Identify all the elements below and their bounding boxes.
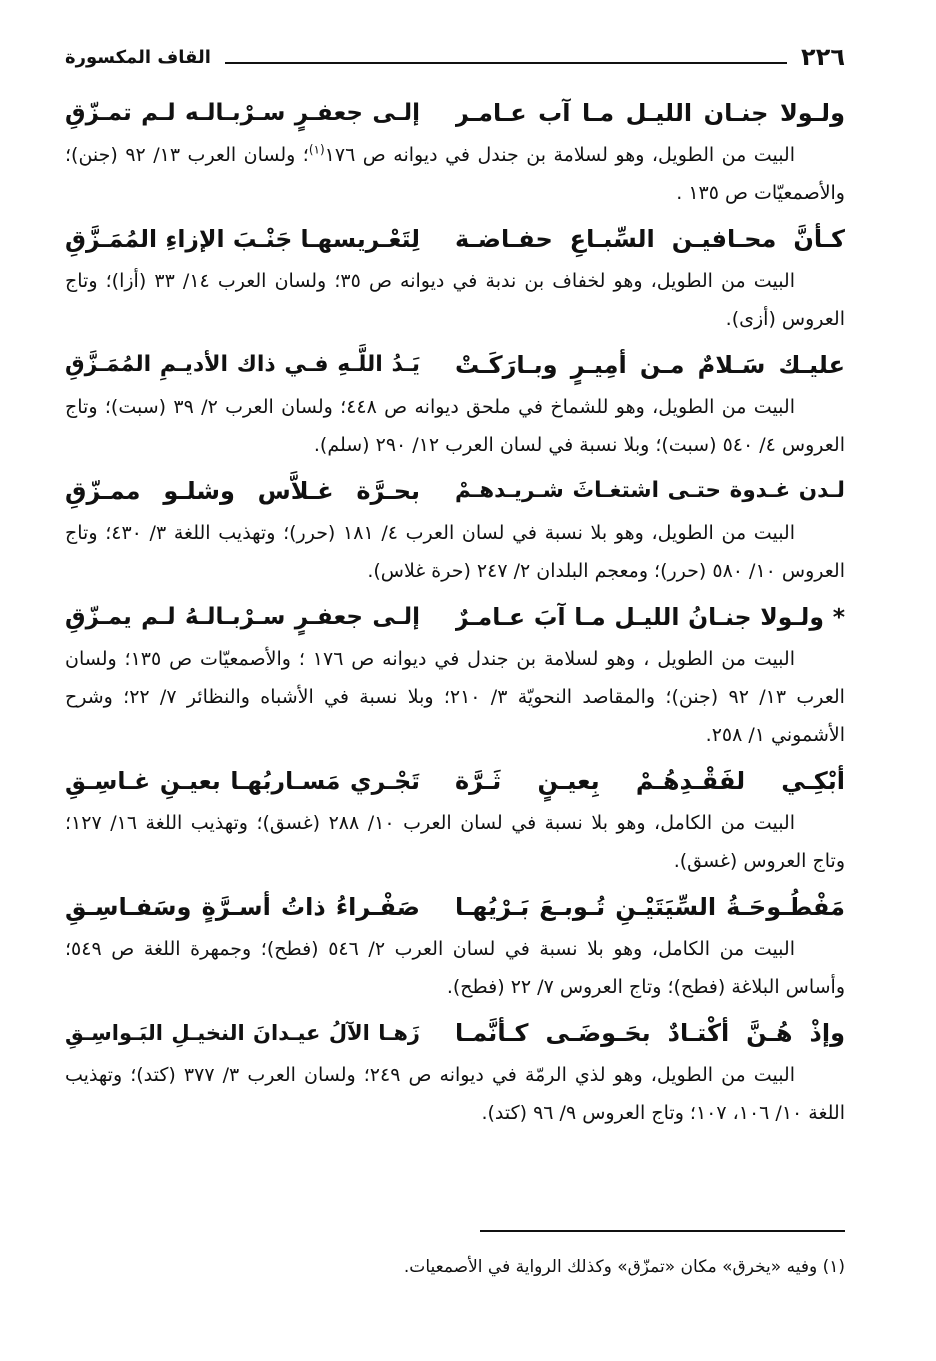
- commentary: البيت من الكامل، وهو بلا نسبة في لسان العرب ٢/ ٥٤٦ (فطح)؛ وجمهرة اللغة ص ٥٤٩؛ وأساس البلاغة (فطح)؛ وتاج العروس ٧/ ٢٢ (فطح).: [65, 938, 845, 998]
- hemistich-first: عليـك سَـلامٌ مـن أمِيـرٍ وبـارَكَـتْ: [455, 351, 845, 379]
- commentary: البيت من الطويل، وهو لذي الرمّة في ديوانه ص ٢٤٩؛ ولسان العرب ٣/ ٣٧٧ (كتد)؛ وتهذيب اللغة ١٠/ ١٠٦، ١٠٧؛ وتاج العروس ٩/ ٩٦ (كتد).: [65, 1064, 845, 1124]
- commentary: البيت من الطويل، وهو لخفاف بن ندبة في ديوانه ص ٣٥؛ ولسان العرب ١٤/ ٣٣ (أزا)؛ وتاج العروس (أزى).: [65, 270, 845, 330]
- verse-line: [65, 884, 845, 930]
- commentary: البيت من الطويل، وهو بلا نسبة في لسان العرب ٤/ ١٨١ (حرر)؛ وتهذيب اللغة ٣/ ٤٣٠؛ وتاج العروس ١٠/ ٥٨٠ (حرر)؛ ومعجم البلدان ٢/ ٢٤٧ (حرة غلاس).: [65, 522, 845, 582]
- verse-line: [65, 342, 845, 388]
- header-rule: [225, 62, 787, 64]
- entry-6: [65, 758, 845, 880]
- hemistich-first: [455, 594, 845, 640]
- page-header: [65, 38, 845, 76]
- footnotes: [65, 1230, 845, 1284]
- verse-line: [65, 594, 845, 640]
- entry-8: [65, 1010, 845, 1132]
- footnote-reference: (١): [308, 142, 325, 157]
- commentary: البيت من الطويل، وهو للشماخ في ملحق ديوانه ص ٤٤٨؛ ولسان العرب ٢/ ٣٩ (سبت)؛ وتاج العروس ٤/ ٥٤٠ (سبت)؛ وبلا نسبة في لسان العرب ١٢/ ٢٩٠ (سلم).: [65, 396, 845, 456]
- hemistich-first: ولـولا جنـان الليـل مـا آب عـامـر: [455, 99, 845, 127]
- hemistich-second: تَجْـري مَسـاربُهـا بعيـنِ غـاسِـقِ: [65, 767, 420, 795]
- commentary-text: البيت من الطويل، وهو لسلامة بن جندل في ديوانه ص ١٧٦: [324, 144, 795, 166]
- hemistich-second: يَـدُ اللَّـهِ فـي ذاك الأديـمِ المُمَـزَّقِ: [65, 352, 420, 377]
- entry-marker: *: [832, 603, 845, 631]
- entry-4: [65, 468, 845, 590]
- commentary: البيت من الكامل، وهو بلا نسبة في لسان العرب ١٠/ ٢٨٨ (غسق)؛ وتهذيب اللغة ١٦/ ١٢٧؛ وتاج العروس (غسق).: [65, 812, 845, 872]
- verse-line: [65, 758, 845, 804]
- verse-line: [65, 90, 845, 136]
- hemistich-text: ولـولا جنـانُ الليـل مـا آبَ عـامـرٌ: [455, 603, 824, 631]
- entry-5: [65, 594, 845, 754]
- entry-1: [65, 90, 845, 212]
- footnote-number: (١): [822, 1257, 845, 1277]
- footnote: [65, 1250, 845, 1284]
- hemistich-second: زَهـا الآلُ عيـدانَ النخيـلِ البَـواسِـقِ: [65, 1021, 420, 1045]
- entry-7: [65, 884, 845, 1006]
- entry-3: [65, 342, 845, 464]
- hemistich-second: إلـى جعفـرٍ سـرْبـالـهُ لـم يمـزّقِ: [65, 604, 420, 630]
- verse-line: [65, 216, 845, 262]
- commentary: البيت من الطويل ، وهو لسلامة بن جندل في ديوانه ص ١٧٦ ؛ والأصمعيّات ص ١٣٥؛ ولسان العرب ١٣/ ٩٢ (جنن)؛ والمقاصد النحويّة ٣/ ٢١٠؛ وبلا نسبة في الأشباه والنظائر ٧/ ٢٢؛ وشرح الأشموني ١/ ٢٥٨.: [65, 648, 845, 746]
- hemistich-second: لِتَعْـريسهـا جَنْـبَ الإزاءِ المُمَـزَّقِ: [65, 225, 420, 253]
- page-number: ٢٢٦: [801, 43, 845, 71]
- hemistich-second: بحـرَّة غـلاَّس وشلـو ممـزّقِ: [65, 477, 420, 505]
- hemistich-first: وإذْ هُـنَّ أكْتـادٌ بحَـوضَـى كـأنَّمـا: [455, 1019, 845, 1047]
- hemistich-first: كـأنَّ محـافيـن السِّبـاعِ حفـاضـة: [455, 225, 845, 253]
- verse-line: [65, 468, 845, 514]
- hemistich-first: لـدن غـدوة حتـى اشتغـاثَ شـريـدهـمْ: [455, 478, 845, 503]
- hemistich-second: إلـى جعفـرٍ سـرْبـالـه لـم تمـزّقِ: [65, 100, 420, 126]
- hemistich-first: مَفْطُـوحَـةُ السِّيَتَيْـنِ تُـوبـعَ بَـرْيُهـا: [455, 893, 845, 921]
- commentary: [65, 136, 845, 212]
- running-title: القاف المكسورة: [65, 46, 211, 68]
- commentary-text: ؛ ولسان العرب ١٣/ ٩٢ (جنن)؛ والأصمعيّات ص ١٣٥ .: [65, 144, 845, 204]
- entry-2: [65, 216, 845, 338]
- footnote-separator: [480, 1230, 845, 1232]
- hemistich-second: صَفْـراءُ ذاتُ أسـرَّةٍ وسَفـاسِـقِ: [65, 893, 420, 921]
- verse-line: [65, 1010, 845, 1056]
- hemistich-first: أبْكِـي لفَقْـدِهُـمْ بِعيـنٍ ثَـرَّة: [455, 767, 845, 795]
- page-content: [65, 38, 845, 1284]
- footnote-text: وفيه «يخرق» مكان «تمزّق» وكذلك الرواية في الأصمعيات.: [403, 1257, 818, 1277]
